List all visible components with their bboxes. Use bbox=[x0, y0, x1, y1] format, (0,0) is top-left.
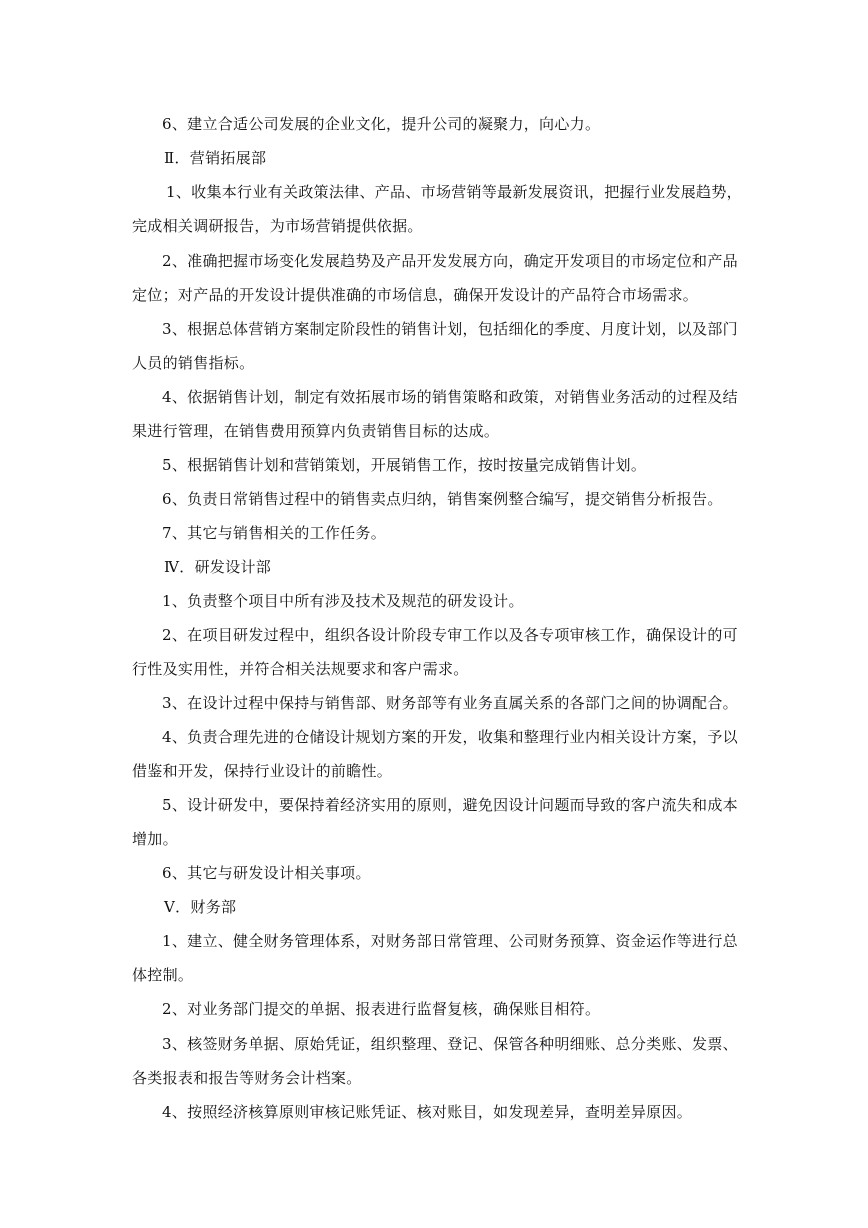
paragraph-line: 借鉴和开发，保持行业设计的前瞻性。 bbox=[132, 762, 393, 780]
paragraph-line: 7、其它与销售相关的工作任务。 bbox=[162, 524, 387, 542]
paragraph-line: 3、在设计过程中保持与销售部、财务部等有业务直属关系的各部门之间的协调配合。 bbox=[162, 694, 738, 712]
paragraph-line: 各类报表和报告等财务会计档案。 bbox=[132, 1069, 362, 1087]
section-heading: Ⅱ．营销拓展部 bbox=[164, 149, 267, 167]
paragraph-line: 6、负责日常销售过程中的销售卖点归纳，销售案例整合编写，提交销售分析报告。 bbox=[162, 490, 723, 508]
paragraph-line: 果进行管理，在销售费用预算内负责销售目标的达成。 bbox=[132, 422, 500, 440]
paragraph-line: 4、按照经济核算原则审核记账凭证、核对账目，如发现差异，查明差异原因。 bbox=[162, 1103, 693, 1121]
paragraph-line: 1、建立、健全财务管理体系，对财务部日常管理、公司财务预算、资金运作等进行总 bbox=[162, 932, 738, 950]
paragraph-line: 定位；对产品的开发设计提供准确的市场信息，确保开发设计的产品符合市场需求。 bbox=[132, 286, 699, 304]
paragraph-line: 完成相关调研报告，为市场营销提供依据。 bbox=[132, 217, 423, 235]
paragraph-line: 2、准确把握市场变化发展趋势及产品开发发展方向，确定开发项目的市场定位和产品 bbox=[162, 252, 738, 270]
paragraph-line: 3、核签财务单据、原始凭证，组织整理、登记、保管各种明细账、总分类账、发票、 bbox=[162, 1035, 738, 1053]
paragraph-line: 6、其它与研发设计相关事项。 bbox=[162, 864, 371, 882]
section-heading: Ⅴ．财务部 bbox=[164, 898, 237, 916]
paragraph-line: 4、依据销售计划，制定有效拓展市场的销售策略和政策，对销售业务活动的过程及结 bbox=[162, 388, 738, 406]
paragraph-line: 体控制。 bbox=[132, 966, 194, 984]
section-heading: Ⅳ．研发设计部 bbox=[164, 558, 272, 576]
paragraph-line: 1、收集本行业有关政策法律、产品、市场营销等最新发展资讯，把握行业发展趋势， bbox=[166, 183, 742, 201]
paragraph-line: 1、负责整个项目中所有涉及技术及规范的研发设计。 bbox=[162, 592, 524, 610]
paragraph-line: 5、设计研发中，要保持着经济实用的原则，避免因设计问题而导致的客户流失和成本 bbox=[162, 796, 738, 814]
paragraph-line: 3、根据总体营销方案制定阶段性的销售计划，包括细化的季度、月度计划，以及部门 bbox=[162, 320, 738, 338]
paragraph-line: 4、负责合理先进的仓储设计规划方案的开发，收集和整理行业内相关设计方案，予以 bbox=[162, 728, 738, 746]
paragraph-line: 5、根据销售计划和营销策划，开展销售工作，按时按量完成销售计划。 bbox=[162, 456, 647, 474]
paragraph-line: 行性及实用性，并符合相关法规要求和客户需求。 bbox=[132, 660, 469, 678]
paragraph-line: 2、对业务部门提交的单据、报表进行监督复核，确保账目相符。 bbox=[162, 1000, 601, 1018]
paragraph-line: 2、在项目研发过程中，组织各设计阶段专审工作以及各专项审核工作，确保设计的可 bbox=[162, 626, 738, 644]
paragraph-line: 人员的销售指标。 bbox=[132, 354, 255, 372]
paragraph-line: 6、建立合适公司发展的企业文化，提升公司的凝聚力，向心力。 bbox=[162, 115, 601, 133]
paragraph-line: 增加。 bbox=[132, 830, 178, 848]
